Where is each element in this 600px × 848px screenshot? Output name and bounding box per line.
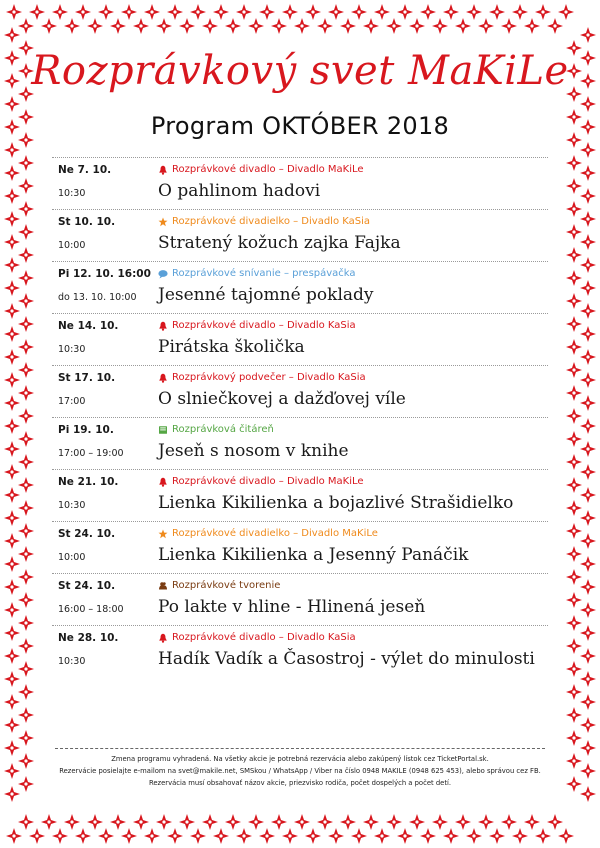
event-title: Stratený kožuch zajka Fajka [158, 233, 401, 253]
bell-icon [158, 165, 168, 175]
event-title: Lienka Kikilienka a Jesenný Panáčik [158, 545, 469, 565]
event-category-label: Rozprávkové divadielko – Divadlo KaSia [172, 216, 371, 227]
bell-icon [158, 477, 168, 487]
footer-line: Rezervácie posielajte e-mailom na svet@makile.net, SMSkou / WhatsApp / Viber na číslo 0948 MAKILE (0948 625 453), alebo správou cez FB. [59, 767, 541, 775]
event-time: 10:00 [58, 552, 86, 563]
event-category-label: Rozprávkový podvečer – Divadlo KaSia [172, 372, 366, 383]
event-time: 10:00 [58, 240, 86, 251]
event-row [52, 417, 548, 469]
star-icon [158, 529, 168, 539]
event-category [158, 580, 280, 591]
event-date: St 24. 10. [58, 528, 116, 540]
event-category-label: Rozprávkové snívanie – prespávačka [172, 268, 356, 279]
event-category-label: Rozprávkové divadlo – Divadlo KaSia [172, 320, 356, 331]
event-title: Hadík Vadík a Časostroj - výlet do minulosti [158, 649, 535, 669]
event-time: 17:00 – 19:00 [58, 448, 124, 459]
event-category-label: Rozprávkové divadlo – Divadlo MaKiLe [172, 476, 364, 487]
event-category [158, 632, 356, 643]
event-title: Po lakte v hline - Hlinená jeseň [158, 597, 426, 617]
event-row [52, 157, 548, 209]
program-subtitle: Program OKTÓBER 2018 [150, 112, 450, 140]
event-category [158, 164, 364, 175]
event-category-label: Rozprávkové divadlo – Divadlo KaSia [172, 632, 356, 643]
event-time: 10:30 [58, 188, 86, 199]
event-category [158, 424, 274, 435]
event-title: Lienka Kikilienka a bojazlivé Strašidielko [158, 493, 514, 513]
footer-line: Rezervácia musí obsahovať názov akcie, priezvisko rodiča, počet dospelých a počet detí. [148, 779, 452, 787]
event-date: St 10. 10. [58, 216, 116, 228]
bell-icon [158, 373, 168, 383]
event-schedule [52, 157, 548, 677]
event-category [158, 372, 366, 383]
footer-line: Zmena programu vyhradená. Na všetky akcie je potrebná rezervácia alebo zakúpený lístok cez TicketPortal.sk. [111, 755, 489, 763]
event-row [52, 521, 548, 573]
event-row [52, 261, 548, 313]
event-time: do 13. 10. 10:00 [58, 292, 137, 303]
event-category [158, 320, 356, 331]
event-title: Pirátska školička [158, 337, 305, 357]
event-time: 10:30 [58, 344, 86, 355]
event-category-label: Rozprávkové divadielko – Divadlo MaKiLe [172, 528, 378, 539]
event-time: 17:00 [58, 396, 86, 407]
bell-icon [158, 633, 168, 643]
event-category [158, 476, 364, 487]
event-date: Pi 12. 10. 16:00 [58, 268, 151, 280]
event-row [52, 573, 548, 625]
event-date: St 24. 10. [58, 580, 116, 592]
page-title: Rozprávkový svet MaKiLe [31, 48, 569, 94]
event-time: 16:00 – 18:00 [58, 604, 124, 615]
event-row [52, 313, 548, 365]
event-category-label: Rozprávkové divadlo – Divadlo MaKiLe [172, 164, 364, 175]
event-category [158, 268, 356, 279]
event-category-label: Rozprávková čitáreň [172, 424, 274, 435]
event-date: Ne 21. 10. [58, 476, 119, 488]
event-time: 10:30 [58, 500, 86, 511]
event-row [52, 209, 548, 261]
event-category [158, 216, 370, 227]
book-icon [158, 425, 168, 435]
event-category [158, 528, 378, 539]
event-title: O pahlinom hadovi [158, 181, 321, 201]
event-title: Jeseň s nosom v knihe [158, 441, 349, 461]
event-date: Pi 19. 10. [58, 424, 114, 436]
bell-icon [158, 321, 168, 331]
event-date: Ne 28. 10. [58, 632, 119, 644]
clay-icon [158, 581, 168, 591]
event-date: St 17. 10. [58, 372, 116, 384]
event-row [52, 469, 548, 521]
event-time: 10:30 [58, 656, 86, 667]
speech-bubble-icon [158, 269, 168, 279]
event-row [52, 625, 548, 677]
event-title: Jesenné tajomné poklady [158, 285, 374, 305]
event-date: Ne 14. 10. [58, 320, 119, 332]
footer-notes [55, 748, 545, 789]
event-date: Ne 7. 10. [58, 164, 112, 176]
event-row [52, 365, 548, 417]
event-category-label: Rozprávkové tvorenie [172, 580, 281, 591]
star-icon [158, 217, 168, 227]
event-title: O slniečkovej a dažďovej víle [158, 389, 406, 409]
